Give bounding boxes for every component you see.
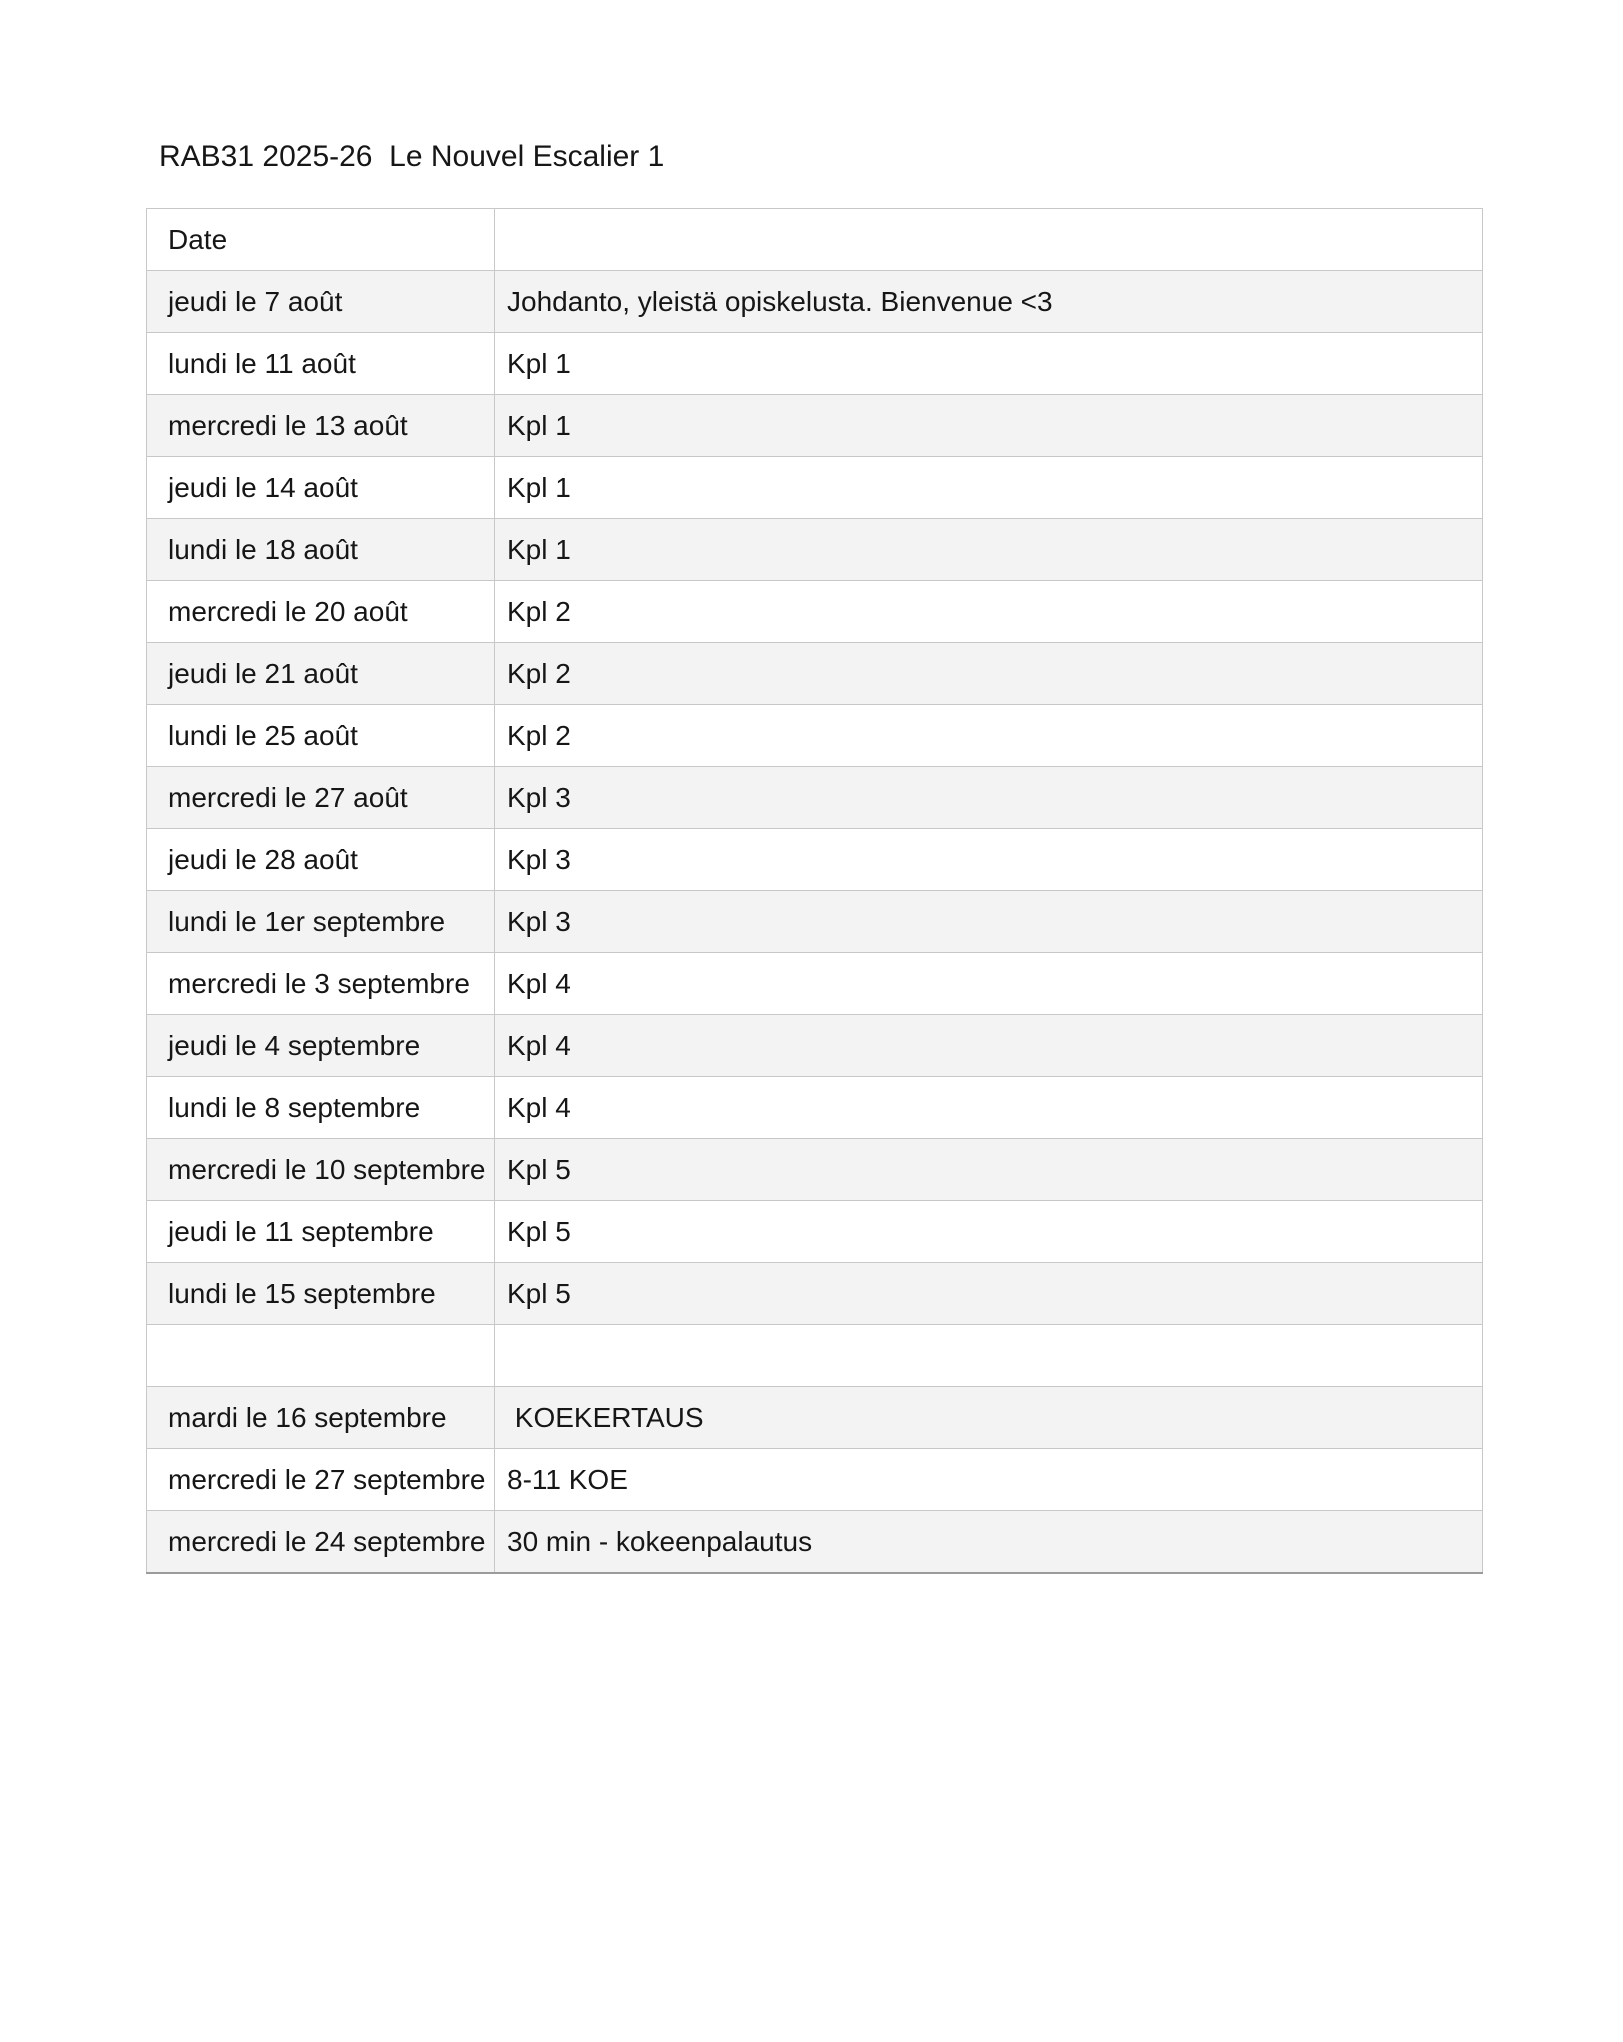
date-cell: jeudi le 4 septembre [147,1015,495,1077]
table-row [147,1511,1483,1574]
topic-cell: Kpl 2 [495,643,1483,705]
date-cell: lundi le 1er septembre [147,891,495,953]
topic-column-header [495,209,1483,271]
table-row [147,953,1483,1015]
schedule-table [146,208,1483,1574]
topic-cell: Kpl 3 [495,829,1483,891]
topic-cell: Kpl 1 [495,395,1483,457]
table-row-empty [147,1325,1483,1387]
date-cell: lundi le 8 septembre [147,1077,495,1139]
table-row [147,271,1483,333]
date-cell: jeudi le 7 août [147,271,495,333]
table-header-row [147,209,1483,271]
date-cell: jeudi le 11 septembre [147,1201,495,1263]
table-row [147,1201,1483,1263]
page-title: RAB31 2025-26 Le Nouvel Escalier 1 [159,140,665,173]
date-cell: lundi le 15 septembre [147,1263,495,1325]
table-row [147,457,1483,519]
table-row [147,395,1483,457]
table-row [147,1387,1483,1449]
topic-cell: Kpl 2 [495,705,1483,767]
date-cell [147,1325,495,1387]
topic-cell: Kpl 3 [495,767,1483,829]
topic-cell: KOEKERTAUS [495,1387,1483,1449]
table-row [147,1139,1483,1201]
date-cell: lundi le 25 août [147,705,495,767]
table-row [147,1263,1483,1325]
table-row [147,333,1483,395]
topic-cell: Kpl 4 [495,1077,1483,1139]
date-cell: jeudi le 28 août [147,829,495,891]
topic-cell: Kpl 5 [495,1201,1483,1263]
topic-cell [495,1325,1483,1387]
date-cell: mercredi le 27 août [147,767,495,829]
table-row [147,767,1483,829]
date-cell: mercredi le 20 août [147,581,495,643]
date-column-header: Date [147,209,495,271]
table-row [147,829,1483,891]
table-row [147,643,1483,705]
table-row [147,1449,1483,1511]
date-cell: lundi le 11 août [147,333,495,395]
topic-cell: Kpl 1 [495,519,1483,581]
table-row [147,1015,1483,1077]
topic-cell: Kpl 1 [495,457,1483,519]
topic-cell: Kpl 5 [495,1263,1483,1325]
topic-cell: Kpl 5 [495,1139,1483,1201]
topic-cell: 30 min - kokeenpalautus [495,1511,1483,1574]
topic-cell: Kpl 1 [495,333,1483,395]
topic-cell: Johdanto, yleistä opiskelusta. Bienvenue <3 [495,271,1483,333]
date-cell: mercredi le 27 septembre [147,1449,495,1511]
date-cell: mercredi le 13 août [147,395,495,457]
date-cell: mercredi le 10 septembre [147,1139,495,1201]
topic-cell: 8-11 KOE [495,1449,1483,1511]
date-cell: mardi le 16 septembre [147,1387,495,1449]
table-row [147,581,1483,643]
date-cell: jeudi le 21 août [147,643,495,705]
table-row [147,891,1483,953]
date-cell: jeudi le 14 août [147,457,495,519]
date-cell: mercredi le 24 septembre [147,1511,495,1574]
topic-cell: Kpl 4 [495,953,1483,1015]
topic-cell: Kpl 2 [495,581,1483,643]
topic-cell: Kpl 4 [495,1015,1483,1077]
date-cell: lundi le 18 août [147,519,495,581]
table-row [147,519,1483,581]
table-row [147,705,1483,767]
table-row [147,1077,1483,1139]
date-cell: mercredi le 3 septembre [147,953,495,1015]
topic-cell: Kpl 3 [495,891,1483,953]
